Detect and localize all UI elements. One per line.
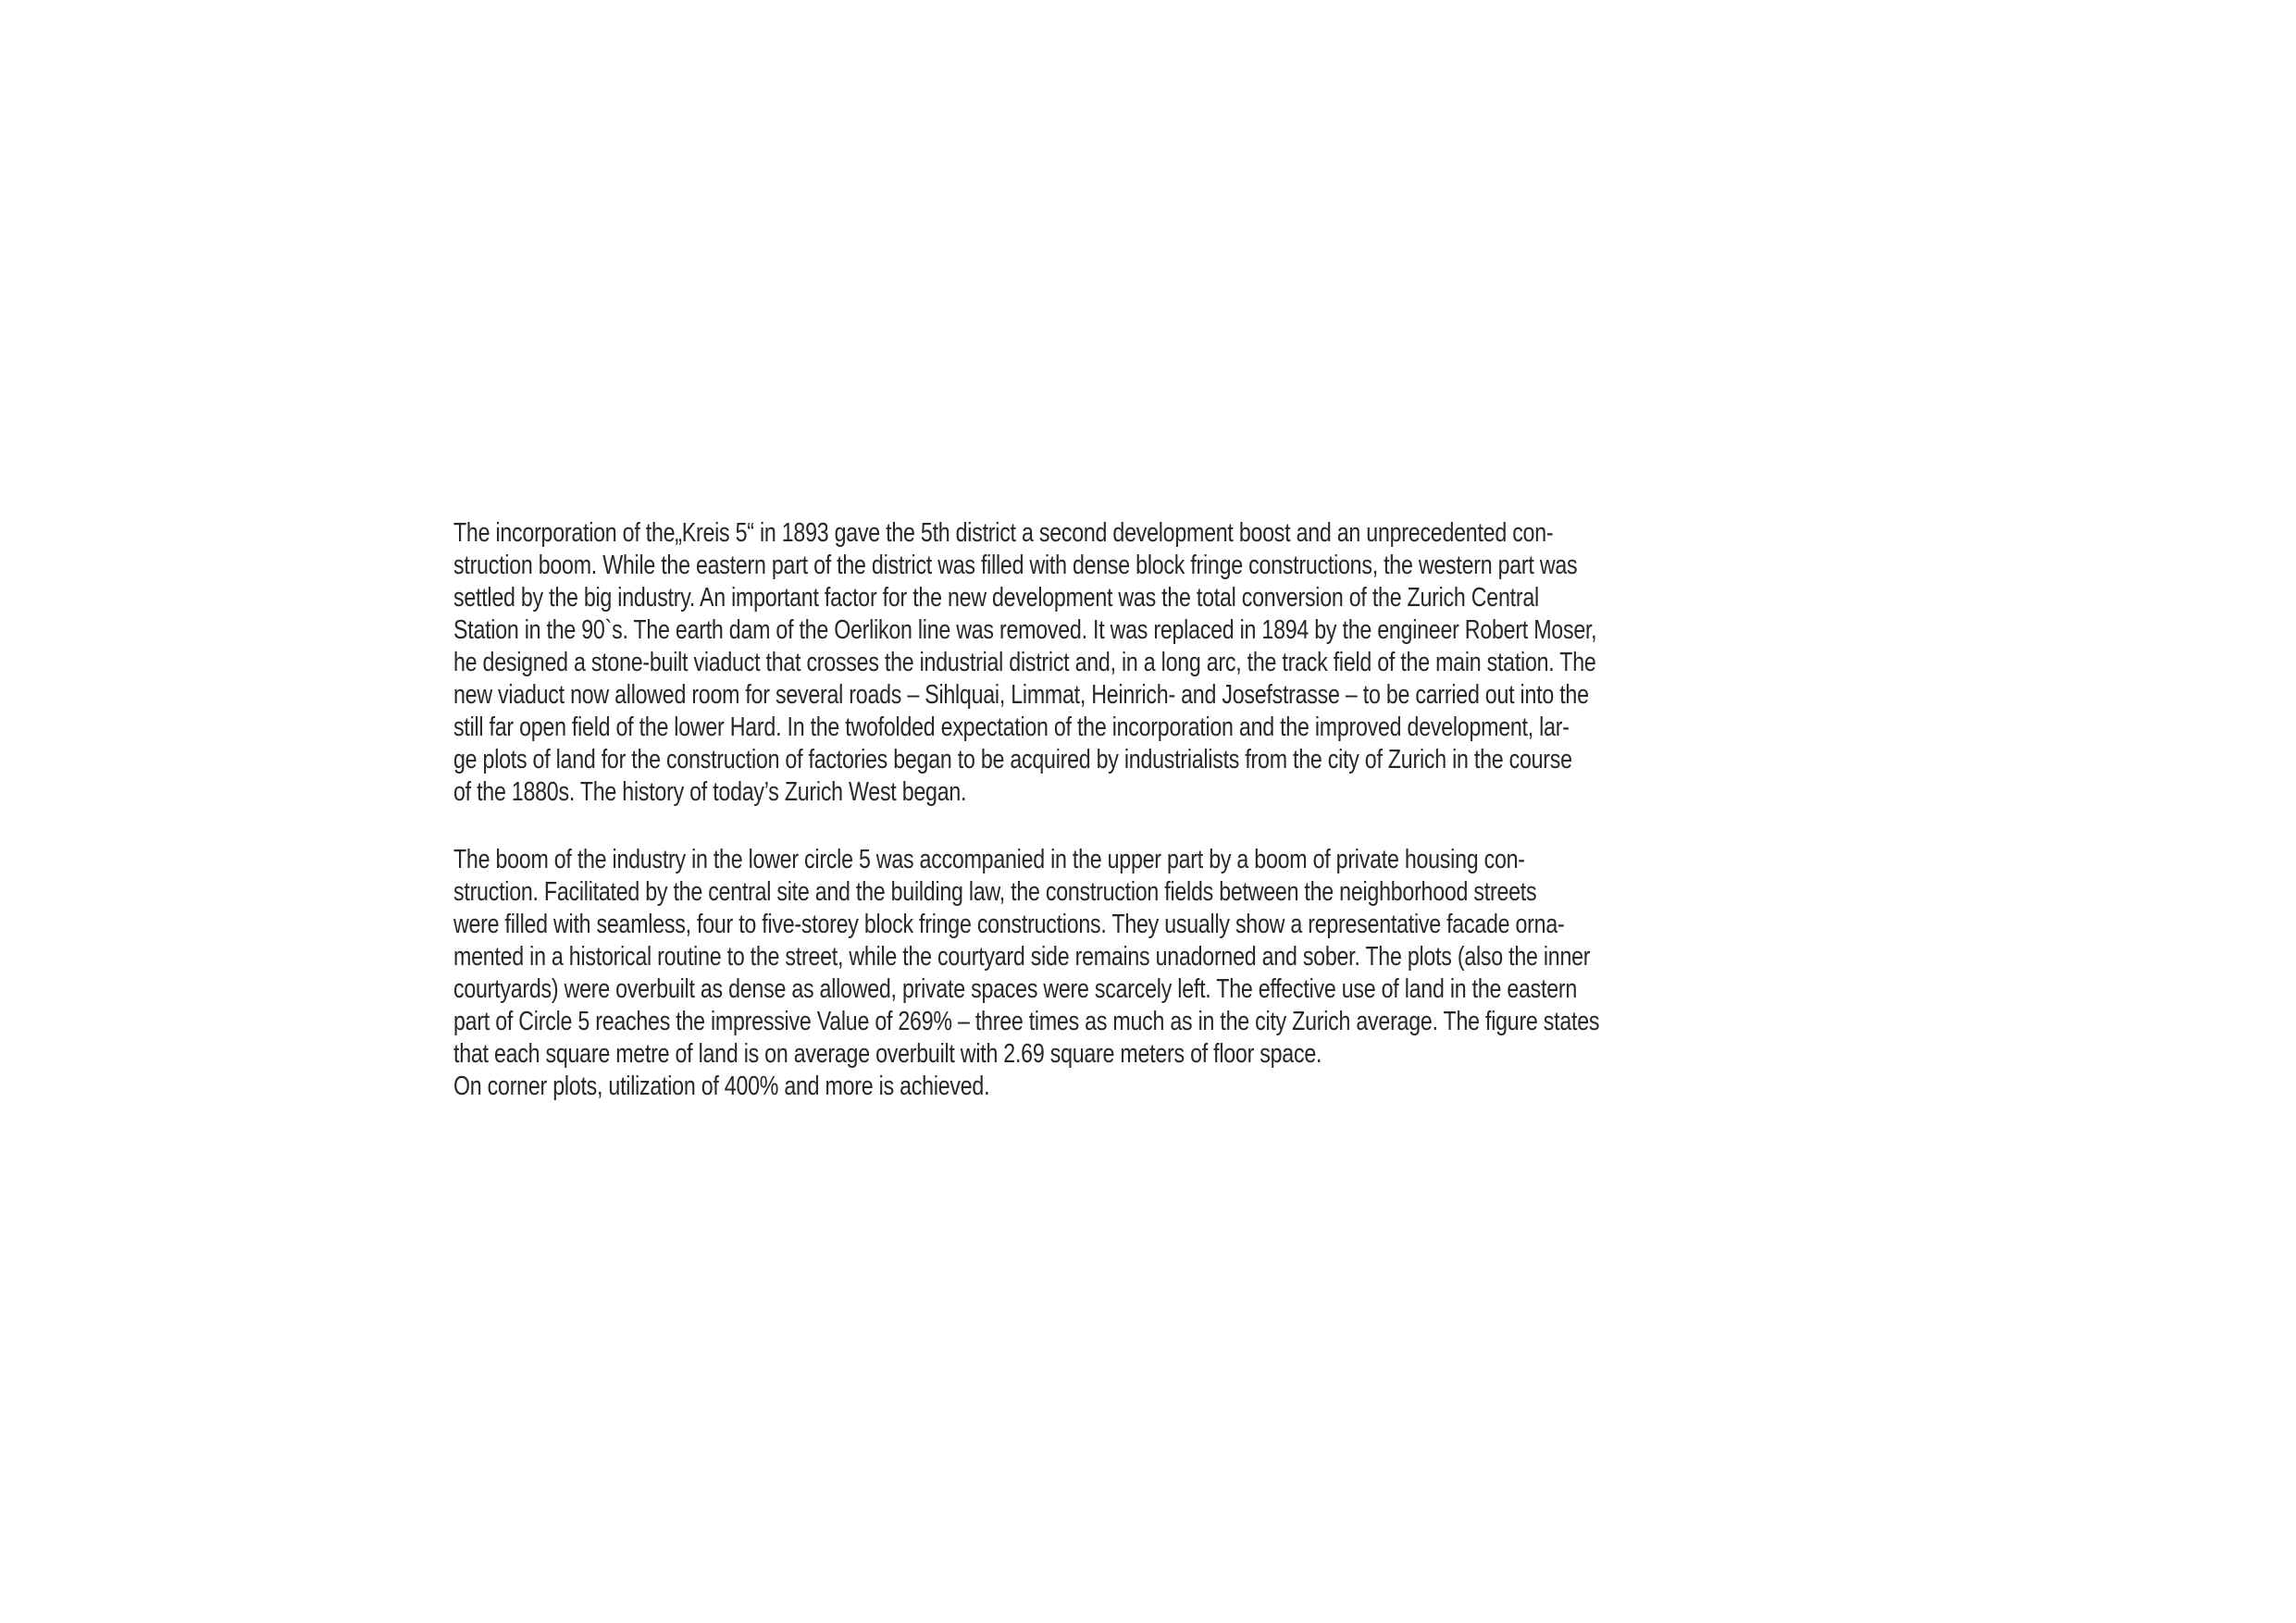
text-line: he designed a stone-built viaduct that crosses the industrial district and, in a long arc, the track field of the main station. The — [453, 648, 1596, 677]
text-line: part of Circle 5 reaches the impressive Value of 269% – three times as much as in the city Zurich average. The figure states — [453, 1007, 1600, 1036]
text-line: The incorporation of the„Kreis 5“ in 1893 gave the 5th district a second development boost and an unprecedented con- — [453, 518, 1554, 548]
text-line: mented in a historical routine to the street, while the courtyard side remains unadorned and sober. The plots (also the inner — [453, 942, 1591, 972]
text-line: On corner plots, utilization of 400% and more is achieved. — [453, 1072, 990, 1101]
text-line: that each square metre of land is on average overbuilt with 2.69 square meters of floor space. — [453, 1039, 1322, 1069]
paragraph-history-1893 — [453, 517, 1599, 809]
text-line: struction boom. While the eastern part of the district was filled with dense block fringe constructions, the western part was — [453, 551, 1578, 580]
text-line: Station in the 90`s. The earth dam of the Oerlikon line was removed. It was replaced in 1894 by the engineer Robert Moser, — [453, 615, 1597, 645]
paragraph-housing-boom — [453, 844, 1599, 1103]
text-line: new viaduct now allowed room for several roads – Sihlquai, Limmat, Heinrich- and Josefstrasse – to be carried out into the — [453, 680, 1589, 710]
text-line: courtyards) were overbuilt as dense as allowed, private spaces were scarcely left. The effective use of land in the eastern — [453, 974, 1578, 1004]
text-line: struction. Facilitated by the central site and the building law, the construction fields between the neighborhood streets — [453, 877, 1537, 907]
body-text — [453, 517, 1599, 1103]
text-line: still far open field of the lower Hard. In the twofolded expectation of the incorporation and the improved development, lar- — [453, 712, 1570, 742]
text-line: were filled with seamless, four to five-storey block fringe constructions. They usually show a representative facade orna- — [453, 910, 1565, 939]
text-line: ge plots of land for the construction of factories began to be acquired by industrialists from the city of Zurich in the course — [453, 745, 1572, 774]
text-line: The boom of the industry in the lower circle 5 was accompanied in the upper part by a boom of private housing con- — [453, 845, 1525, 874]
text-line: settled by the big industry. An important factor for the new development was the total conversion of the Zurich Central — [453, 583, 1539, 613]
text-line: of the 1880s. The history of today’s Zurich West began. — [453, 777, 967, 807]
